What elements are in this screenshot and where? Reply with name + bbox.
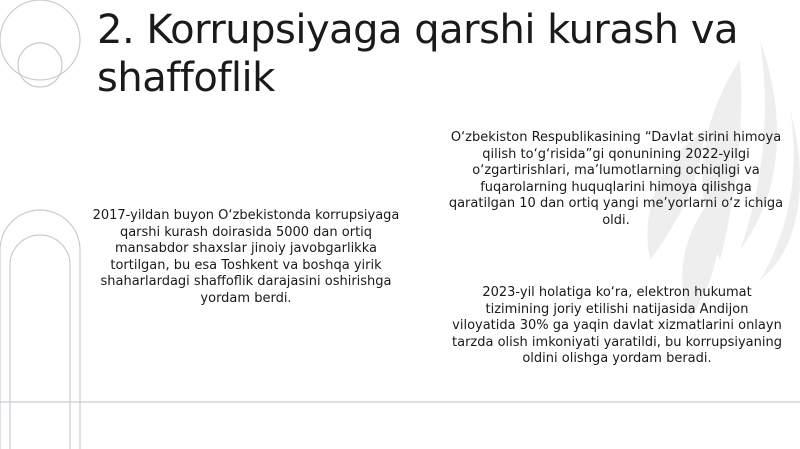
slide-title: 2. Korrupsiyaga qarshi kurash va shaffoflik (97, 7, 738, 101)
paragraph-left: 2017-yildan buyon O‘zbekistonda korrupsiyaga qarshi kurash doirasida 5000 dan ortiq mansabdor shaxslar jinoiy javobgarlikka tortilgan, bu esa Toshkent va boshqa yirik shaharlardagi shaffoflik darajasini oshirishga yordam berdi. (92, 208, 400, 306)
arch-ornament-left (0, 210, 80, 449)
circle-ornament-top (0, 0, 80, 87)
paragraph-right-bottom: 2023-yil holatiga ko‘ra, elektron hukumat tizimining joriy etilishi natijasida Andijon viloyatida 30% ga yaqin davlat xizmatlarini onlayn tarzda olish imkoniyati yaratildi, bu korrupsiyaning oldini olishga yordam beradi. (452, 285, 782, 367)
paragraph-right-top: O‘zbekiston Respublikasining “Davlat sirini himoya qilish to‘g‘risida”gi qonunining 2022-yilgi o‘zgartirishlari, ma’lumotlarning ochiqligi va fuqarolarning huquqlarini himoya qilishga qaratilgan 10 dan ortiq yangi me’yorlarni o‘z ichiga oldi. (448, 130, 784, 228)
